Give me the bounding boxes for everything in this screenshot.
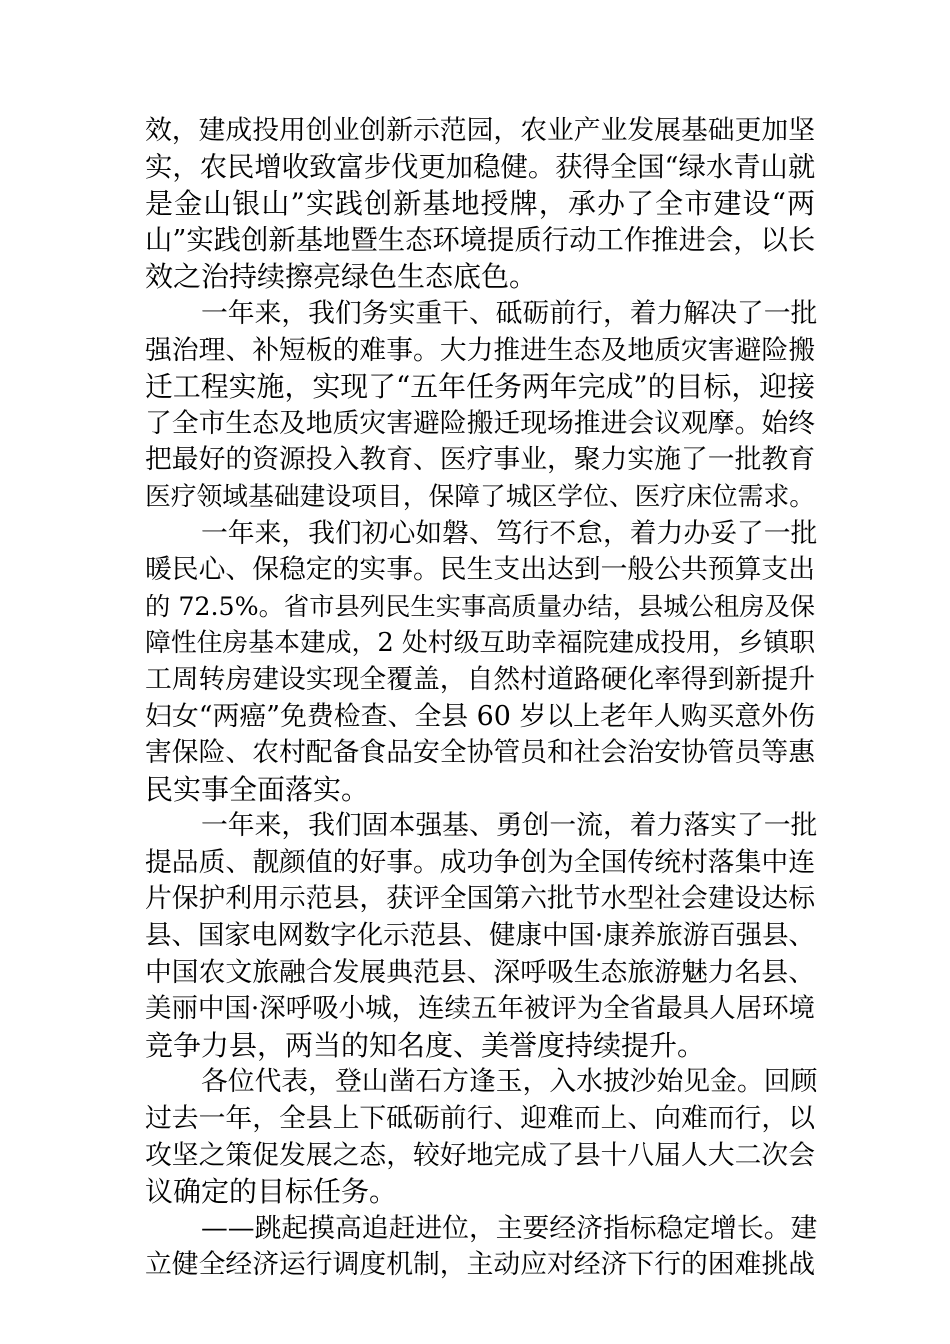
text-line: 提品质、靓颜值的好事。成功争创为全国传统村落集中连 bbox=[145, 846, 815, 878]
text-line: 一年来，我们初心如磐、笃行不怠，着力办妥了一批 bbox=[201, 517, 818, 549]
text-line: 暖民心、保稳定的实事。民生支出达到一般公共预算支出 bbox=[145, 554, 815, 586]
text-line: 实，农民增收致富步伐更加稳健。获得全国“绿水青山就 bbox=[145, 151, 816, 183]
text-line: 妇女“两癌”免费检查、全县 60 岁以上老年人购买意外伤 bbox=[145, 700, 816, 732]
text-line: 议确定的目标任务。 bbox=[145, 1175, 398, 1209]
text-line: 一年来，我们固本强基、勇创一流，着力落实了一批 bbox=[201, 810, 818, 842]
text-line: 片保护利用示范县，获评全国第六批节水型社会建设达标 bbox=[145, 883, 815, 915]
text-line: 强治理、补短板的难事。大力推进生态及地质灾害避险搬 bbox=[145, 334, 815, 366]
text-line: 竞争力县，两当的知名度、美誉度持续提升。 bbox=[145, 1028, 706, 1062]
text-line: ——跳起摸高追赶进位，主要经济指标稳定增长。建 bbox=[201, 1212, 818, 1244]
text-line: 了全市生态及地质灾害避险搬迁现场推进会议观摩。始终 bbox=[145, 407, 815, 439]
text-line: 美丽中国·深呼吸小城，连续五年被评为全省最具人居环境 bbox=[145, 993, 815, 1025]
text-line: 立健全经济运行调度机制，主动应对经济下行的困难挑战 bbox=[145, 1249, 815, 1281]
text-line: 害保险、农村配备食品安全协管员和社会治安协管员等惠 bbox=[145, 737, 815, 769]
text-line: 医疗领域基础建设项目，保障了城区学位、医疗床位需求。 bbox=[145, 481, 815, 512]
text-line: 的 72.5%。省市县列民生实事高质量办结，县城公租房及保 bbox=[145, 591, 815, 621]
body-text bbox=[145, 113, 818, 1284]
text-line: 各位代表，登山凿石方逢玉，入水披沙始见金。回顾 bbox=[201, 1066, 818, 1098]
text-line: 障性住房基本建成，2 处村级互助幸福院建成投用，乡镇职 bbox=[145, 628, 815, 659]
text-line: 是金山银山”实践创新基地授牌，承办了全市建设“两 bbox=[145, 187, 815, 221]
text-line: 过去一年，全县上下砥砺前行、迎难而上、向难而行，以 bbox=[145, 1103, 815, 1135]
text-line: 迁工程实施，实现了“五年任务两年完成”的目标，迎接 bbox=[145, 370, 815, 404]
text-line: 山”实践创新基地暨生态环境提质行动工作推进会，以长 bbox=[145, 224, 816, 256]
text-line: 效，建成投用创业创新示范园，农业产业发展基础更加坚 bbox=[145, 115, 815, 146]
text-line: 中国农文旅融合发展典范县、深呼吸生态旅游魅力名县、 bbox=[145, 956, 815, 988]
text-line: 工周转房建设实现全覆盖，自然村道路硬化率得到新提升 bbox=[145, 663, 815, 695]
text-line: 县、国家电网数字化示范县、健康中国·康养旅游百强县、 bbox=[145, 920, 815, 952]
text-line: 攻坚之策促发展之态，较好地完成了县十八届人大二次会 bbox=[145, 1139, 815, 1171]
text-line: 效之治持续擦亮绿色生态底色。 bbox=[145, 260, 538, 294]
text-line: 民实事全面落实。 bbox=[145, 772, 370, 806]
text-line: 把最好的资源投入教育、医疗事业，聚力实施了一批教育 bbox=[145, 444, 815, 476]
text-line: 一年来，我们务实重干、砥砺前行，着力解决了一批 bbox=[201, 297, 818, 329]
